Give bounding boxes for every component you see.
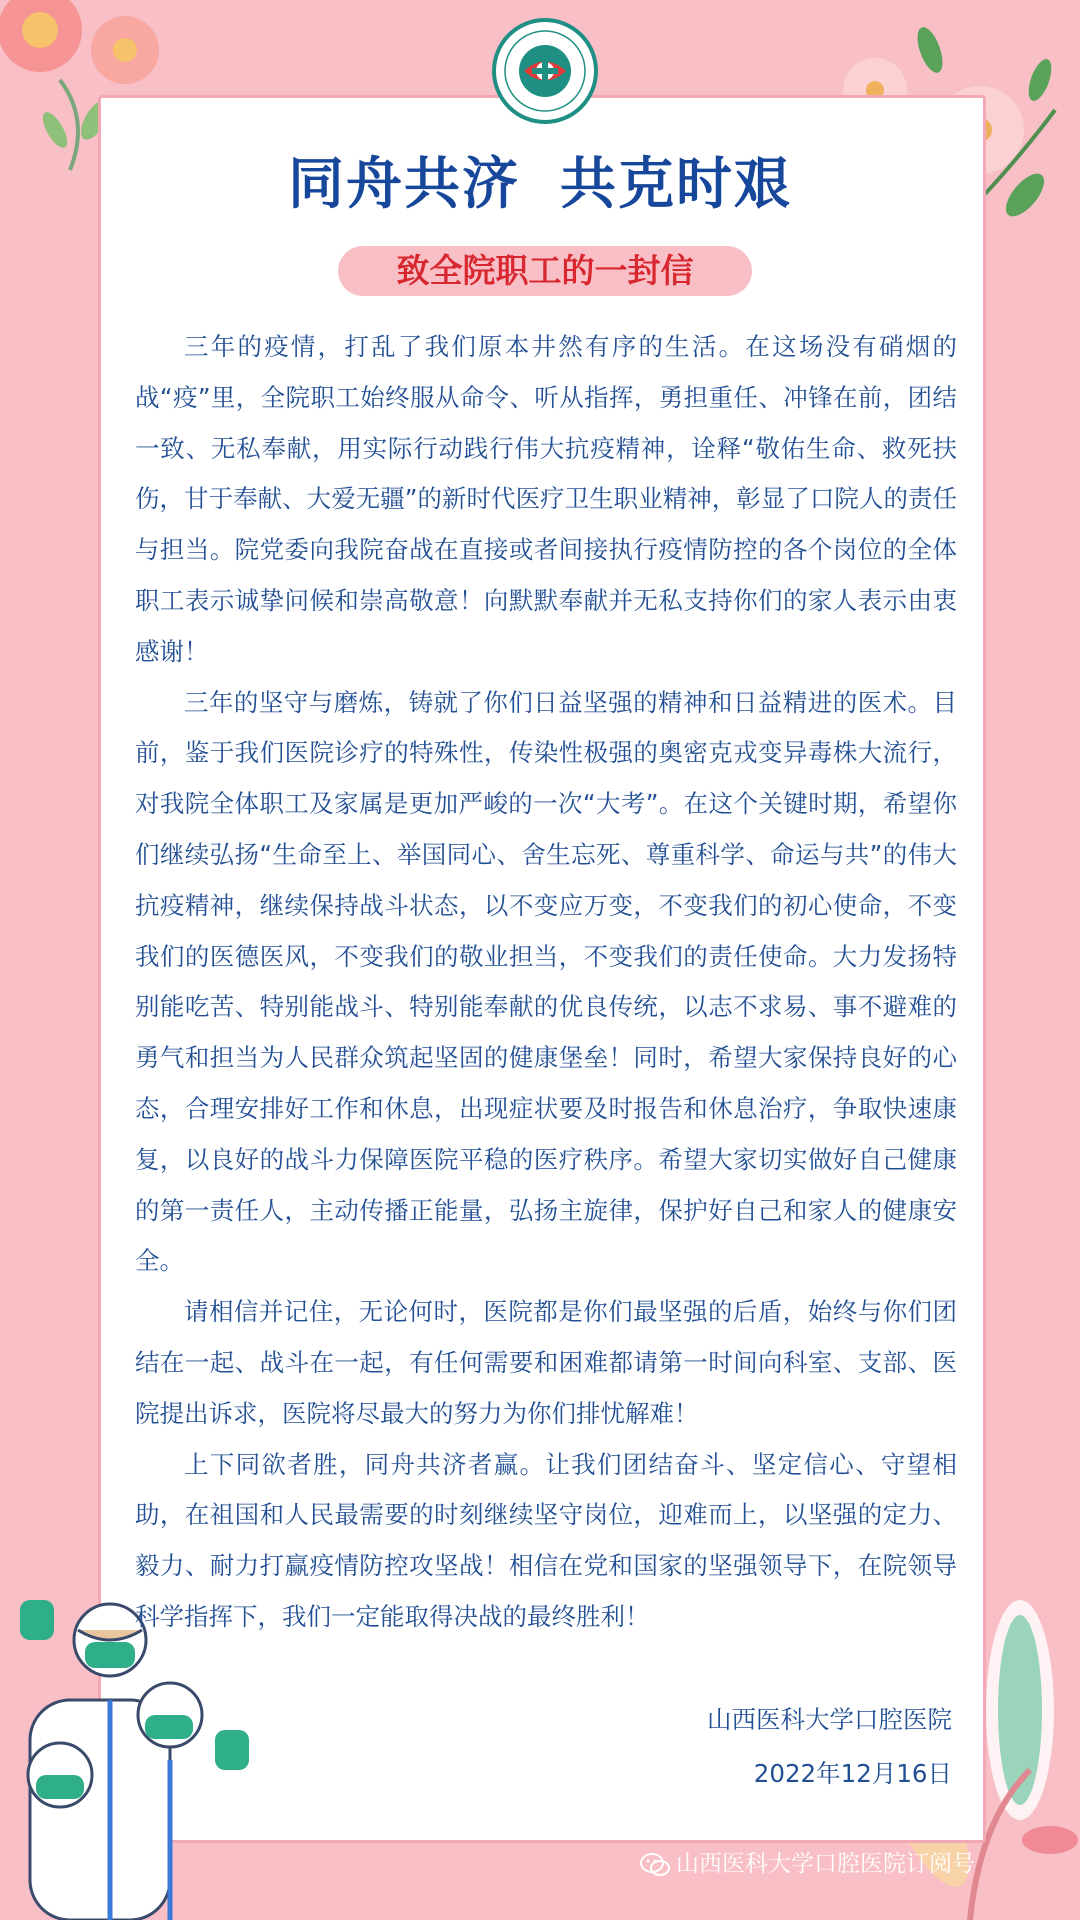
footer-account-name: 山西医科大学口腔医院订阅号 xyxy=(676,1851,975,1877)
wechat-icon xyxy=(640,1852,670,1878)
signature-date: 2022年12月16日 xyxy=(753,1759,952,1788)
signature-org: 山西医科大学口腔医院 xyxy=(707,1705,952,1734)
signature-block xyxy=(707,1693,952,1801)
wechat-account-footer xyxy=(640,1844,975,1884)
paragraph-3: 请相信并记住，无论何时，医院都是你们最坚强的后盾，始终与你们团结在一起、战斗在一起，有任何需要和困难都请第一时间向科室、支部、医院提出诉求，医院将尽最大的努力为你们排忧解难！ xyxy=(135,1297,957,1428)
paragraph-4: 上下同欲者胜，同舟共济者赢。让我们团结奋斗、坚定信心、守望相助，在祖国和人民最需要的时刻继续坚守岗位，迎难而上，以坚强的定力、毅力、耐力打赢疫情防控攻坚战！相信在党和国家的坚强领导下，在院领导科学指挥下，我们一定能取得决战的最终胜利！ xyxy=(135,1449,957,1631)
hospital-emblem xyxy=(492,18,598,124)
page-title xyxy=(0,140,1080,220)
hospital-emblem-icon xyxy=(496,22,594,120)
paragraph-2: 三年的坚守与磨炼，铸就了你们日益坚强的精神和日益精进的医术。目前，鉴于我们医院诊疗的特殊性，传染性极强的奥密克戎变异毒株大流行，对我院全体职工及家属是更加严峻的一次“大考”。在这个关键时期，希望你们继续弘扬“生命至上、举国同心、舍生忘死、尊重科学、命运与共”的伟大抗疫精神，继续保持战斗状态，以不变应万变，不变我们的初心使命，不变我们的医德医风，不变我们的敬业担当，不变我们的责任使命。大力发扬特别能吃苦、特别能战斗、特别能奉献的优良传统，以志不求易、事不避难的勇气和担当为人民群众筑起坚固的健康堡垒！同时，希望大家保持良好的心态，合理安排好工作和休息，出现症状要及时报告和休息治疗，争取快速康复，以良好的战斗力保障医院平稳的医疗秩序。希望大家切实做好自己健康的第一责任人，主动传播正能量，弘扬主旋律，保护好自己和家人的健康安全。 xyxy=(135,687,957,1276)
title-part-1: 同舟共济 xyxy=(288,151,520,217)
letter-subtitle: 致全院职工的一封信 xyxy=(338,246,752,296)
letter-body xyxy=(135,322,957,1643)
title-part-2: 共克时艰 xyxy=(560,151,792,217)
paragraph-1: 三年的疫情，打乱了我们原本井然有序的生活。在这场没有硝烟的战“疫”里，全院职工始终服从命令、听从指挥，勇担重任、冲锋在前，团结一致、无私奉献，用实际行动践行伟大抗疫精神，诠释“敬佑生命、救死扶伤，甘于奉献、大爱无疆”的新时代医疗卫生职业精神，彰显了口院人的责任与担当。院党委向我院奋战在直接或者间接执行疫情防控的各个岗位的全体职工表示诚挚问候和崇高敬意！向默默奉献并无私支持你们的家人表示由衷感谢！ xyxy=(135,332,957,666)
